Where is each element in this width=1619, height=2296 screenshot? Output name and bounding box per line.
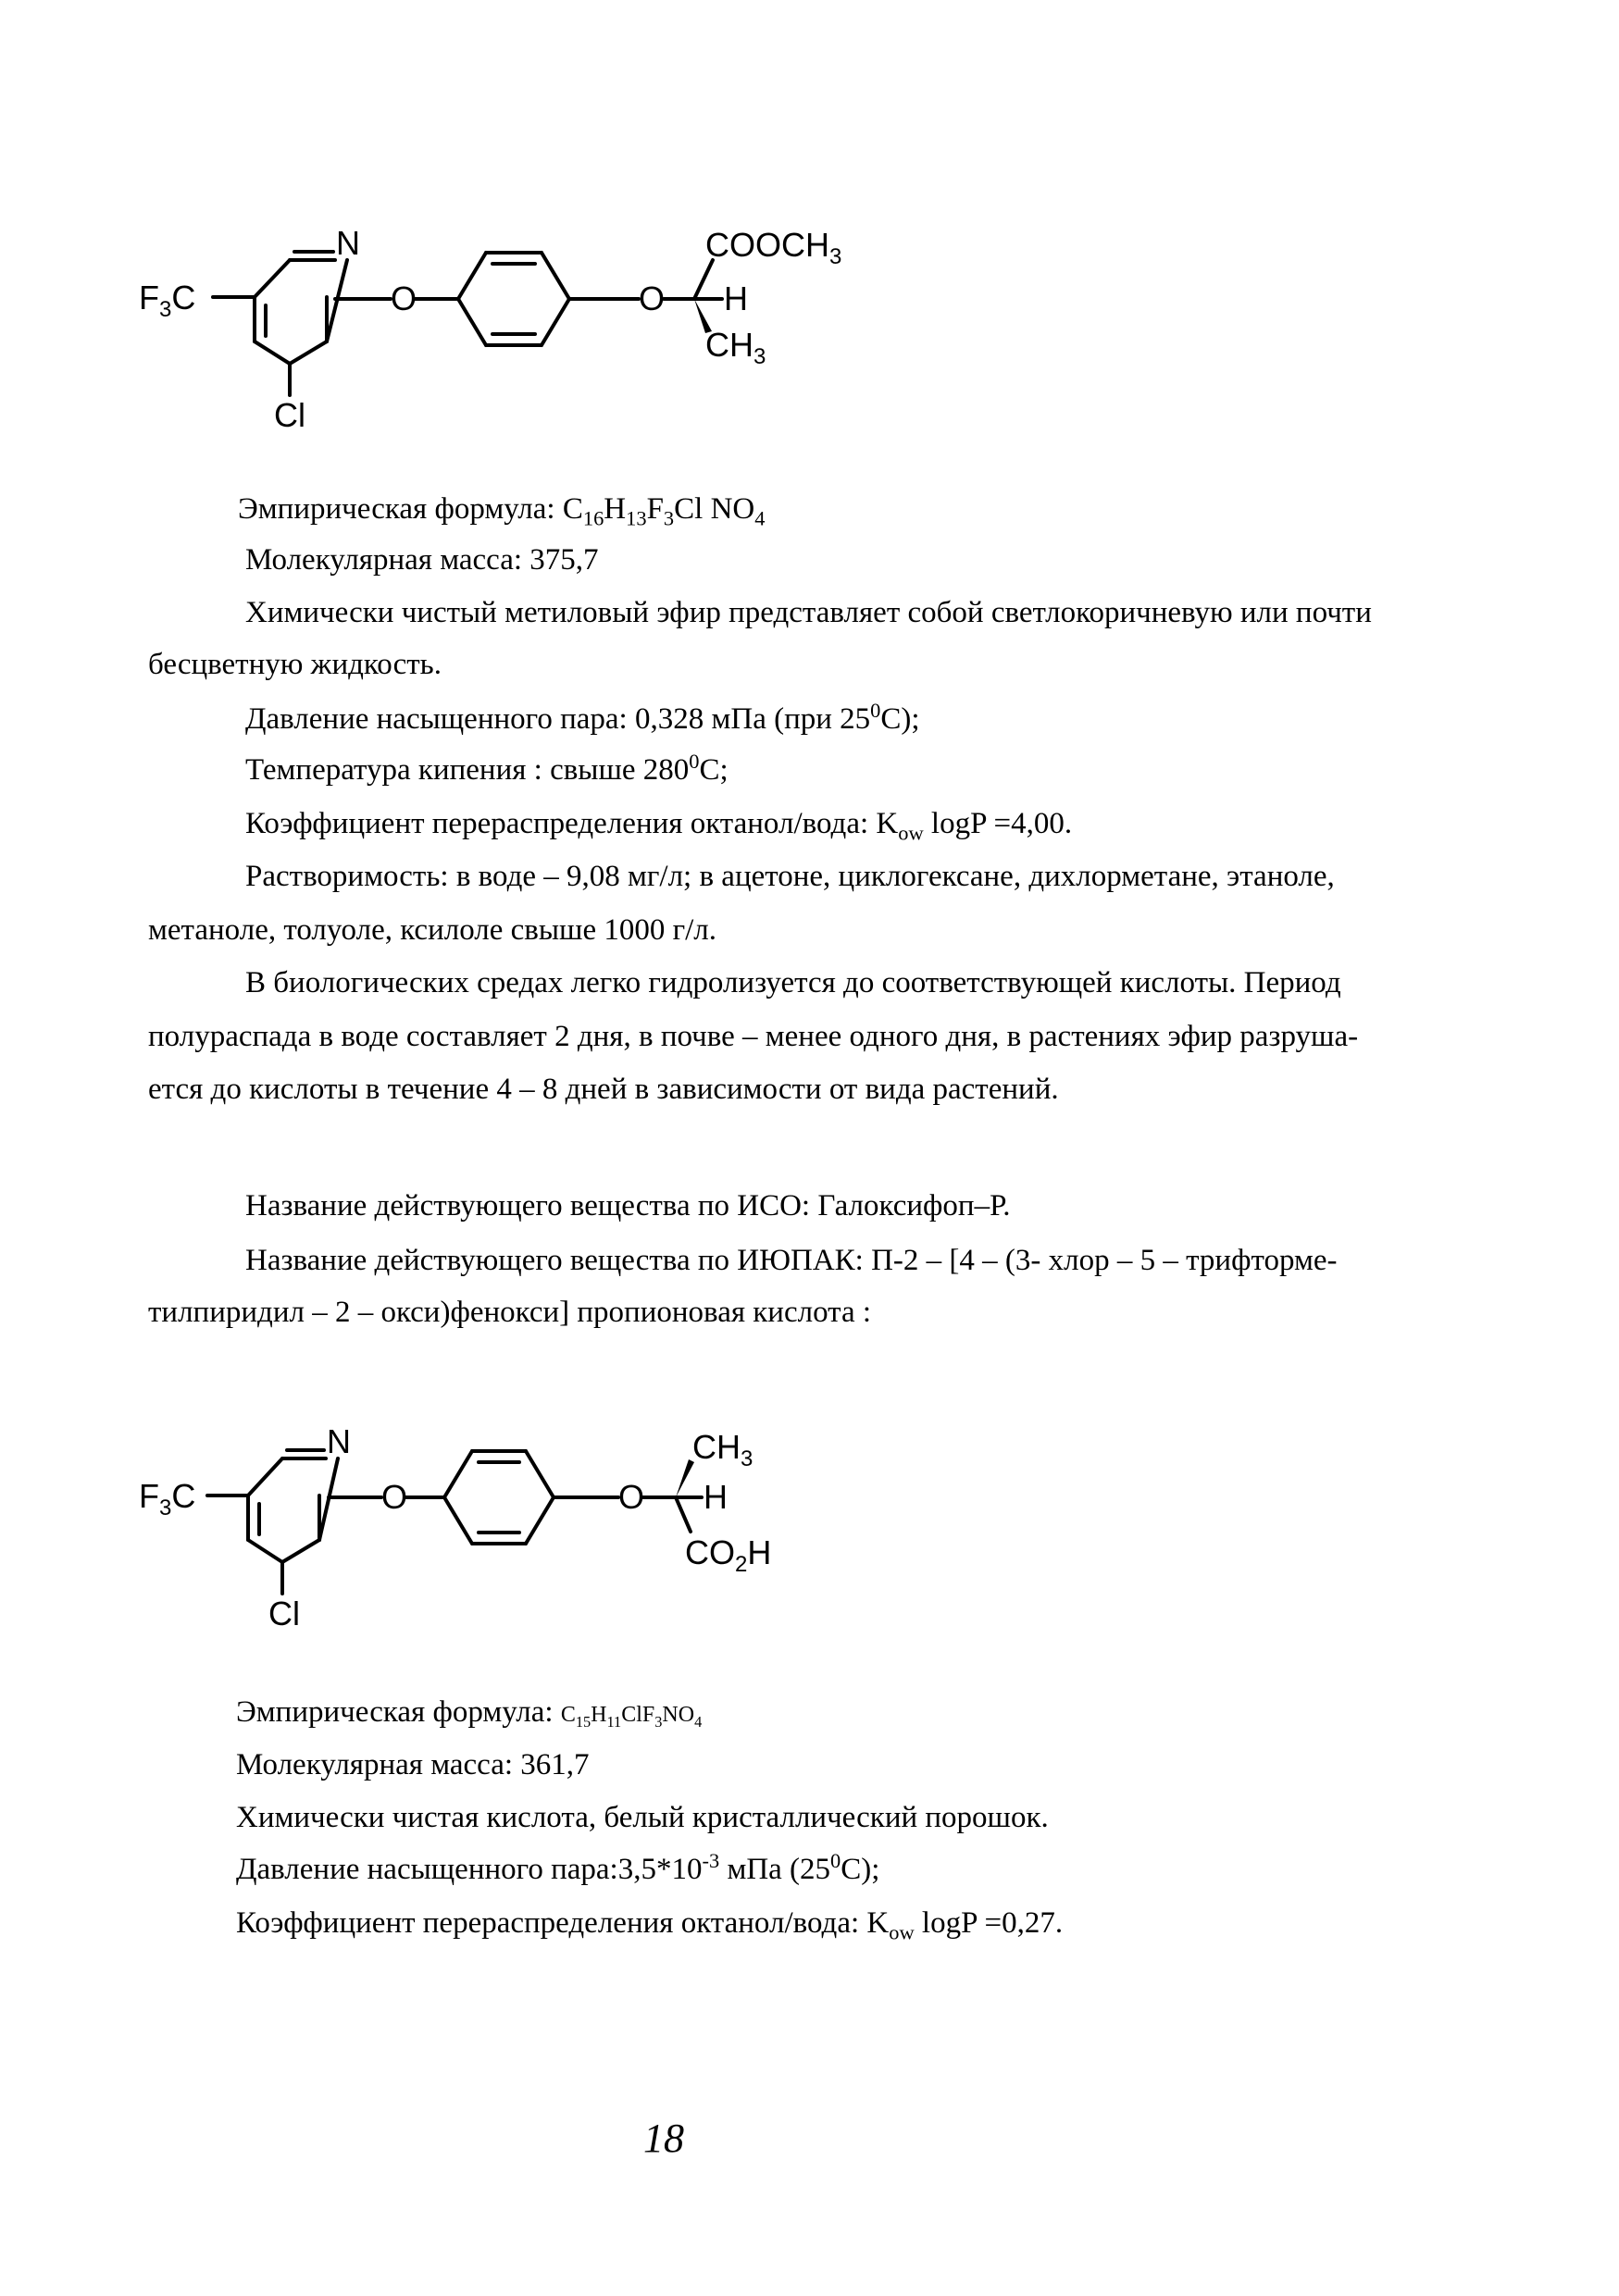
formula-part: C: [560, 1703, 576, 1727]
formula-part: 3: [663, 506, 675, 530]
formula-part: H: [591, 1703, 607, 1727]
svg-text:CH3: [692, 1428, 753, 1471]
hydrolysis-line-c: ется до кислоты в течение 4 – 8 дней в зависимости от вида растений.: [148, 1073, 1059, 1106]
ch3-sub-m2: 3: [741, 1446, 753, 1471]
structure-methyl-ester: [139, 217, 898, 435]
chlorine-label-m2: Cl: [268, 1595, 300, 1632]
boil-line: [245, 751, 729, 788]
cooch3-sub: 3: [829, 244, 842, 269]
f3c-tail-m1: C: [171, 279, 196, 316]
kow-line-1: [245, 805, 1073, 845]
formula-part: 4: [694, 1712, 703, 1731]
formula-label-2: Эмпирическая формула:: [236, 1695, 561, 1729]
f3c-label-m2: F: [139, 1477, 159, 1515]
formula-1: [562, 492, 766, 530]
co2h-label: CO: [685, 1533, 735, 1571]
kow-sub-1: ow: [898, 821, 924, 845]
svg-text:F3C: [139, 279, 195, 322]
ether-oxygen-1-m1: O: [391, 279, 417, 317]
ether-oxygen-1-m2: O: [381, 1478, 408, 1516]
formula-part: H: [604, 492, 627, 526]
formula-part: 3: [654, 1712, 663, 1731]
formula-2: [560, 1703, 703, 1731]
ch3-sub-m1: 3: [753, 344, 766, 369]
co2h-sub: 2: [735, 1552, 748, 1577]
vapor-a-2: Давление насыщенного пара:3,5*10: [236, 1853, 703, 1886]
formula-part: 4: [754, 506, 766, 530]
f3c-tail-m2: C: [171, 1477, 196, 1515]
mass-line-2: Молекулярная масса: 361,7: [236, 1748, 590, 1781]
hydrogen-label-m2: H: [704, 1478, 728, 1516]
f3c-label-m1: F: [139, 279, 159, 316]
nitrogen-label-m2: N: [327, 1422, 351, 1460]
formula-part: Cl NO: [674, 492, 755, 526]
mass-line-1: Молекулярная масса: 375,7: [245, 543, 599, 577]
vapor-sup-2a: -3: [702, 1849, 720, 1872]
ether-oxygen-2-m1: O: [639, 279, 666, 317]
ether-oxygen-2-m2: O: [618, 1478, 645, 1516]
vapor-sup-1: 0: [870, 699, 881, 722]
formula-part: 11: [606, 1712, 622, 1731]
hydrolysis-line-b: полураспада в воде составляет 2 дня, в почве – менее одного дня, в растениях эфир разруша-: [148, 1020, 1359, 1053]
nitrogen-label-m1: N: [336, 224, 360, 262]
f3c-sub-m1: 3: [159, 297, 172, 322]
formula-line-2: [236, 1694, 702, 1733]
hydrogen-label-m1: H: [724, 279, 748, 317]
desc-line-1a: Химически чистый метиловый эфир представляет собой светлокоричневую или почти: [245, 596, 1372, 629]
vapor-a-1: Давление насыщенного пара: 0,328 мПа (при 25: [245, 702, 871, 736]
ch3-label-m1: CH: [705, 326, 753, 364]
solubility-line-a: Растворимость: в воде – 9,08 мг/л; в ацетоне, циклогексане, дихлорметане, этаноле,: [245, 860, 1335, 893]
vapor-line-2: [236, 1851, 879, 1888]
co2h-tail: H: [747, 1533, 772, 1571]
svg-text:F3C: [139, 1477, 195, 1520]
hydrolysis-line-a: В биологических средах легко гидролизуется до соответствующей кислоты. Период: [245, 966, 1341, 999]
formula-part: NO: [662, 1703, 695, 1727]
page-number: 18: [643, 2116, 684, 2161]
kow-b-2: logP =0,27.: [914, 1906, 1064, 1940]
iupac-line-a: Название действующего вещества по ИЮПАК: П-2 – [4 – (3- хлор – 5 – трифторме-: [245, 1244, 1338, 1277]
svg-text:CO2H: [685, 1533, 771, 1577]
vapor-c-2: C);: [841, 1853, 880, 1886]
formula-part: 15: [575, 1712, 592, 1731]
vapor-b-2: мПа (25: [719, 1853, 831, 1886]
kow-a-2: Коэффициент перераспределения октанол/вода: K: [236, 1906, 890, 1940]
boil-sup: 0: [689, 750, 700, 773]
vapor-b-1: C);: [880, 702, 920, 736]
iupac-line-b: тилпиридил – 2 – окси)фенокси] пропионовая кислота :: [148, 1296, 872, 1329]
vapor-sup-2b: 0: [830, 1849, 841, 1872]
desc-line-2: Химически чистая кислота, белый кристаллический порошок.: [236, 1801, 1049, 1834]
formula-part: 13: [626, 506, 647, 530]
formula-part: ClF: [621, 1703, 655, 1727]
svg-text:CH3: [705, 326, 766, 369]
formula-label-1: Эмпирическая формула:: [238, 492, 563, 526]
boil-a: Температура кипения : свыше 280: [245, 753, 690, 787]
vapor-line-1: [245, 701, 920, 738]
structure-acid: [139, 1416, 842, 1633]
kow-sub-2: ow: [889, 1920, 915, 1944]
formula-part: F: [646, 492, 664, 526]
solubility-line-b: метаноле, толуоле, ксилоле свыше 1000 г/л.: [148, 913, 717, 947]
ch3-label-m2: CH: [692, 1428, 741, 1466]
formula-part: 16: [582, 506, 604, 530]
svg-text:COOCH3: [705, 226, 841, 269]
formula-line-1: [238, 490, 766, 530]
boil-b: C;: [699, 753, 729, 787]
chlorine-label-m1: Cl: [274, 396, 305, 434]
desc-line-1b: бесцветную жидкость.: [148, 648, 442, 681]
cooch3-label: COOCH: [705, 226, 829, 264]
iso-name-line: Название действующего вещества по ИСО: Галоксифоп–Р.: [245, 1189, 1011, 1222]
f3c-sub-m2: 3: [159, 1496, 172, 1520]
formula-part: C: [562, 492, 583, 526]
kow-b-1: logP =4,00.: [923, 807, 1073, 840]
kow-line-2: [236, 1905, 1063, 1942]
kow-a-1: Коэффициент перераспределения октанол/вода: K: [245, 807, 899, 840]
